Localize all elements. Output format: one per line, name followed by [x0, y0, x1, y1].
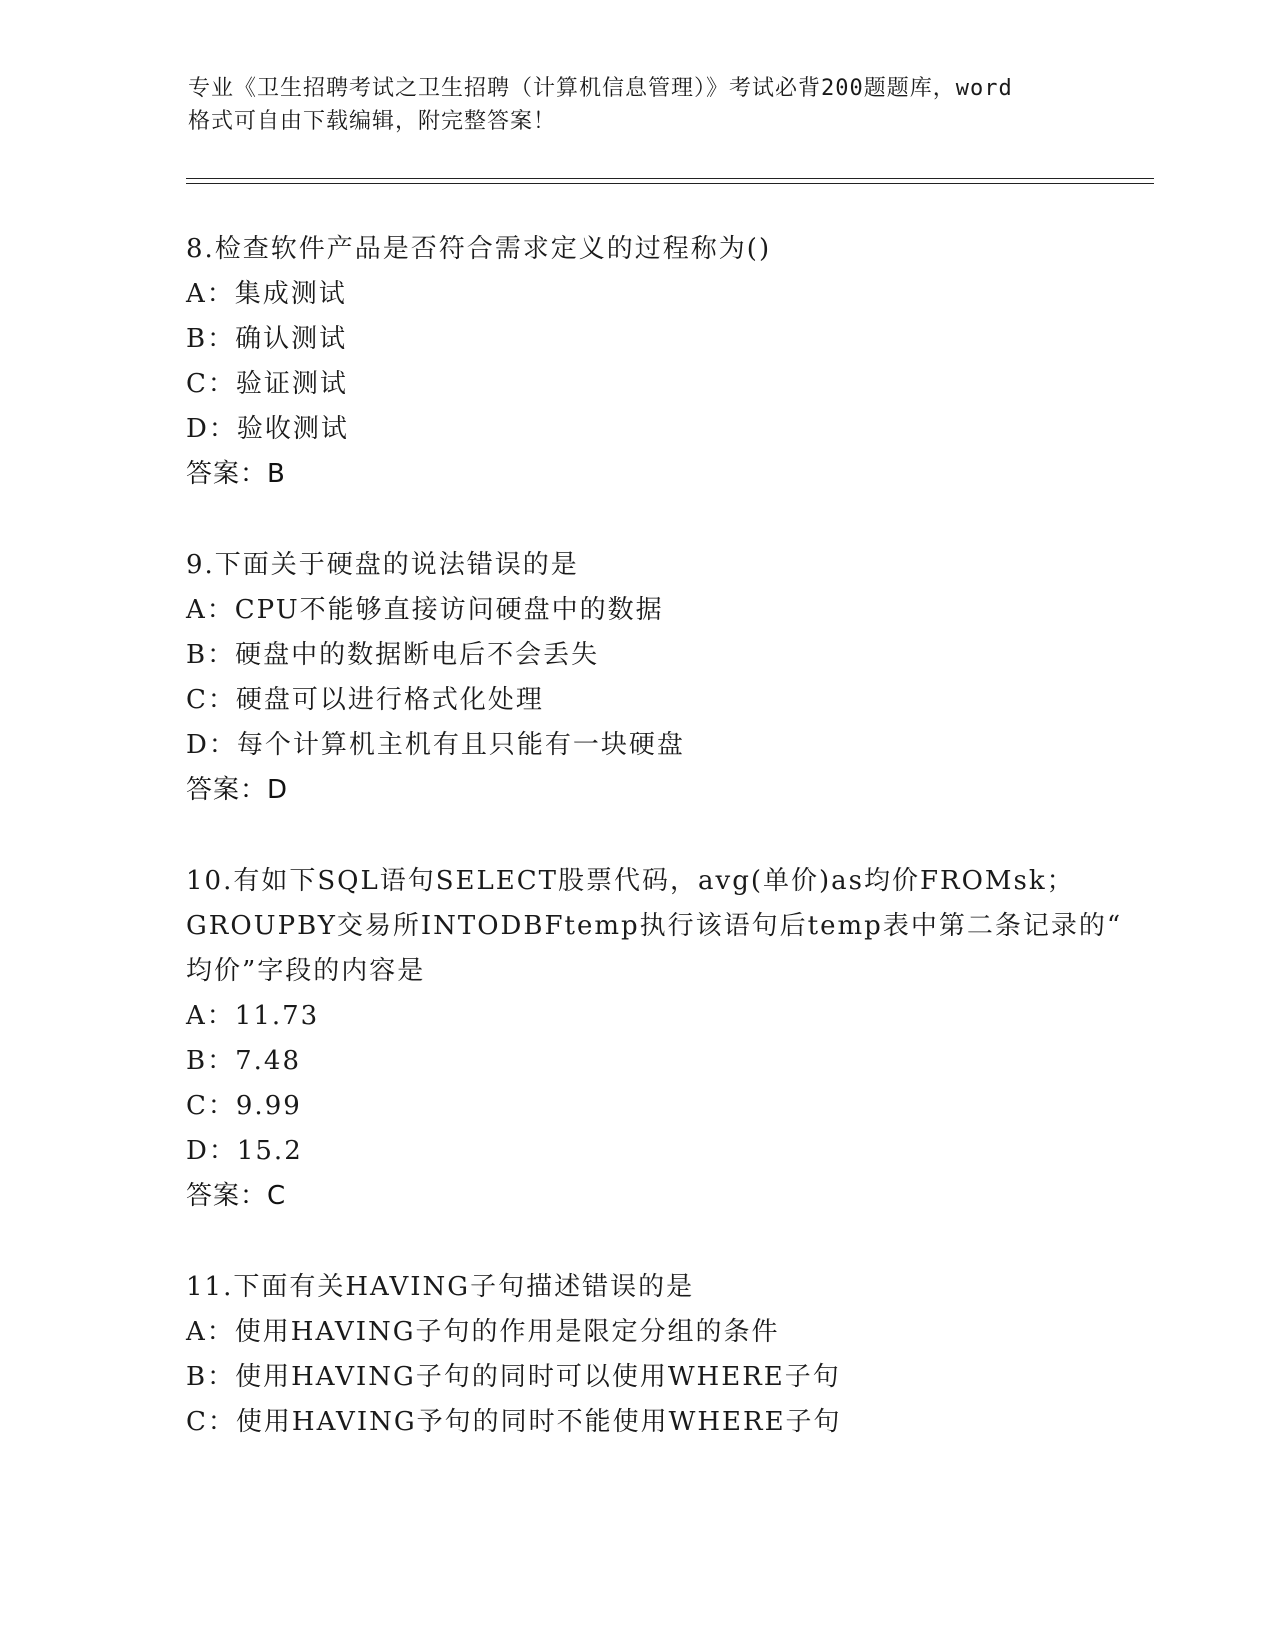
question-11-option-b: B：使用HAVING子句的同时可以使用WHERE子句 [186, 1362, 841, 1392]
question-11-stem: 11.下面有关HAVING子句描述错误的是 [186, 1272, 695, 1302]
question-10-option-a: A：11.73 [186, 1001, 320, 1031]
question-10-stem-line-3: 均价”字段的内容是 [186, 956, 426, 986]
document-header [188, 72, 1088, 138]
question-11-option-c: C：使用HAVING予句的同时不能使用WHERE子句 [186, 1407, 842, 1437]
question-10-answer: 答案：C [186, 1181, 287, 1211]
question-8-answer: 答案：B [186, 459, 286, 489]
header-divider-bottom [186, 183, 1154, 184]
question-9-answer: 答案：D [186, 775, 289, 805]
question-8-option-d: D：验收测试 [186, 414, 349, 444]
question-8-option-c: C：验证测试 [186, 369, 348, 399]
question-10-stem-line-1: 10.有如下SQL语句SELECT股票代码，avg(单价)as均价FROMsk； [186, 866, 1075, 896]
question-10-option-d: D：15.2 [186, 1136, 303, 1166]
question-10-stem-line-2: GROUPBY交易所INTODBFtemp执行该语句后temp表中第二条记录的“ [186, 911, 1123, 941]
question-9-option-b: B：硬盘中的数据断电后不会丢失 [186, 640, 600, 670]
question-10-option-c: C：9.99 [186, 1091, 302, 1121]
question-8-option-a: A：集成测试 [186, 279, 347, 309]
question-9-stem: 9.下面关于硬盘的说法错误的是 [186, 550, 579, 580]
question-8-stem: 8.检查软件产品是否符合需求定义的过程称为() [186, 234, 772, 264]
header-line-2: 格式可自由下载编辑，附完整答案！ [188, 109, 557, 134]
question-10-option-b: B：7.48 [186, 1046, 301, 1076]
question-9-option-d: D：每个计算机主机有且只能有一块硬盘 [186, 730, 685, 760]
header-line-1: 专业《卫生招聘考试之卫生招聘（计算机信息管理）》考试必背200题题库，word [188, 76, 1013, 101]
question-9-option-a: A：CPU不能够直接访问硬盘中的数据 [186, 595, 664, 625]
question-9-option-c: C：硬盘可以进行格式化处理 [186, 685, 544, 715]
question-8-option-b: B：确认测试 [186, 324, 348, 354]
question-11-option-a: A：使用HAVING子句的作用是限定分组的条件 [186, 1317, 780, 1347]
header-divider-top [186, 178, 1154, 179]
